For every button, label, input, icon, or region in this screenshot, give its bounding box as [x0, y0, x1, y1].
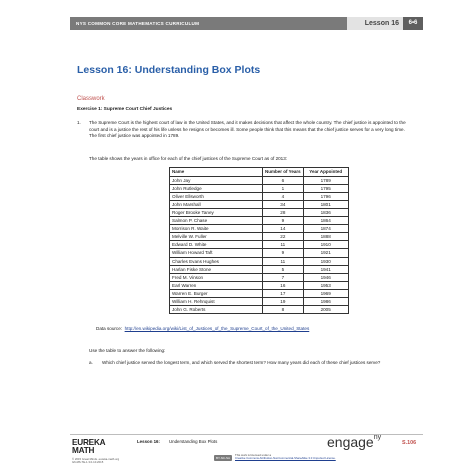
table-row	[170, 281, 349, 289]
cell-name: Salmon P. Chase	[170, 217, 263, 225]
header-grade-module: 6•6	[403, 17, 423, 30]
cell-name: John Marshall	[170, 201, 263, 209]
table-row	[170, 257, 349, 265]
cell-name: William Howard Taft	[170, 249, 263, 257]
copyright: © 2015 Great Minds. eureka-math.org G6-M6-TE-1.3.0-10.2015	[72, 457, 120, 465]
cell-years: 6	[263, 177, 304, 185]
cell-years: 17	[263, 289, 304, 297]
table-row	[170, 185, 349, 193]
page-number: S.106	[402, 440, 417, 446]
cell-year-appointed: 1969	[303, 289, 348, 297]
data-source	[96, 326, 309, 331]
cell-year-appointed: 1910	[303, 241, 348, 249]
license-text: This work is licensed under a Creative Commons Attribution-NonCommercial-ShareAlike 3.0 Unported License.	[235, 453, 336, 461]
header-bar	[70, 17, 423, 30]
table-row	[170, 217, 349, 225]
cell-years: 16	[263, 281, 304, 289]
header-years: Number of Years	[263, 168, 304, 177]
table-row	[170, 289, 349, 297]
cell-year-appointed: 1930	[303, 257, 348, 265]
cell-name: Earl Warren	[170, 281, 263, 289]
cell-name: Morrison R. Waite	[170, 225, 263, 233]
cell-years: 19	[263, 297, 304, 305]
intro-paragraph: The Supreme Court is the highest court of law in the United States, and it makes decisions that affect the whole country. The chief justice is appointed to the court and is a justice the rest of his life unless he resigns or becomes ill. Some people think that this means that the chief justice serves for a very long time. The first chief justice was appointed in 1789.	[89, 120, 406, 138]
cell-years: 9	[263, 249, 304, 257]
table-row	[170, 193, 349, 201]
table-intro: The table shows the years in office for each of the chief justices of the Supreme Court as of 2013:	[89, 156, 288, 161]
cell-year-appointed: 2005	[303, 305, 348, 313]
table-row	[170, 297, 349, 305]
cell-year-appointed: 1946	[303, 273, 348, 281]
cell-year-appointed: 1921	[303, 249, 348, 257]
cell-year-appointed: 1986	[303, 297, 348, 305]
table-row	[170, 249, 349, 257]
table-row	[170, 209, 349, 217]
data-source-label: Data source:	[96, 326, 123, 331]
cell-year-appointed: 1941	[303, 265, 348, 273]
cell-years: 11	[263, 241, 304, 249]
creative-commons-badge: BY-NC-SA	[215, 456, 231, 460]
eureka-math-logo: EUREKA MATH	[72, 438, 106, 455]
table-row	[170, 305, 349, 313]
cell-year-appointed: 1874	[303, 225, 348, 233]
cell-year-appointed: 1953	[303, 281, 348, 289]
cell-name: William H. Rehnquist	[170, 297, 263, 305]
cell-name: Charles Evans Hughes	[170, 257, 263, 265]
header-lesson-label: Lesson 16	[347, 17, 403, 30]
cell-years: 34	[263, 201, 304, 209]
cell-year-appointed: 1836	[303, 209, 348, 217]
cell-name: Harlan Fiske Stone	[170, 265, 263, 273]
cell-year-appointed: 1864	[303, 217, 348, 225]
cell-year-appointed: 1795	[303, 185, 348, 193]
chief-justices-table	[169, 167, 349, 314]
cell-years: 5	[263, 265, 304, 273]
table-row	[170, 177, 349, 185]
table-row	[170, 225, 349, 233]
cell-years: 11	[263, 257, 304, 265]
header-year-appointed: Year Appointed	[303, 168, 348, 177]
table-row	[170, 233, 349, 241]
question-text: Which chief justice served the longest term, and which served the shortest term? How many years did each of these chief justices serve?	[102, 360, 381, 365]
footer-topic: Understanding Box Plots	[169, 439, 218, 444]
table-header-row	[170, 168, 349, 177]
cell-year-appointed: 1888	[303, 233, 348, 241]
cell-name: Warren E. Burger	[170, 289, 263, 297]
cell-name: Melville W. Fuller	[170, 233, 263, 241]
cell-year-appointed: 1796	[303, 193, 348, 201]
cell-name: Fred M. Vinson	[170, 273, 263, 281]
data-source-link[interactable]: http://en.wikipedia.org/wiki/List_of_Justices_of_the_Supreme_Court_of_the_United_States	[124, 326, 310, 331]
table-row	[170, 201, 349, 209]
table-body	[170, 177, 349, 314]
table-row	[170, 241, 349, 249]
cell-years: 7	[263, 273, 304, 281]
cell-years: 14	[263, 225, 304, 233]
cell-years: 8	[263, 305, 304, 313]
curriculum-label: NYS COMMON CORE MATHEMATICS CURRICULUM	[70, 17, 347, 30]
lesson-title: Lesson 16: Understanding Box Plots	[77, 64, 261, 76]
cell-name: Roger Brooke Taney	[170, 209, 263, 217]
cell-name: John G. Roberts	[170, 305, 263, 313]
cell-name: John Jay	[170, 177, 263, 185]
cell-year-appointed: 1801	[303, 201, 348, 209]
engageny-logo: engage$^{ny}$	[327, 434, 382, 450]
cell-name: John Rutledge	[170, 185, 263, 193]
cell-years: 1	[263, 185, 304, 193]
table-row	[170, 265, 349, 273]
footer-lesson: Lesson 16:	[137, 439, 160, 444]
question-letter: a.	[89, 360, 93, 365]
exercise-title: Exercise 1: Supreme Court Chief Justices	[77, 107, 173, 112]
cell-name: Edward D. White	[170, 241, 263, 249]
cell-years: 4	[263, 193, 304, 201]
item-number: 1.	[77, 120, 81, 125]
header-name: Name	[170, 168, 263, 177]
cell-years: 22	[263, 233, 304, 241]
cell-name: Oliver Ellsworth	[170, 193, 263, 201]
use-table-instruction: Use the table to answer the following:	[89, 348, 166, 353]
table-row	[170, 273, 349, 281]
license-link[interactable]: Creative Commons Attribution-NonCommercial-ShareAlike 3.0 Unported License.	[235, 456, 336, 461]
cell-year-appointed: 1789	[303, 177, 348, 185]
cell-years: 28	[263, 209, 304, 217]
classwork-label: Classwork	[77, 96, 105, 102]
cell-years: 9	[263, 217, 304, 225]
